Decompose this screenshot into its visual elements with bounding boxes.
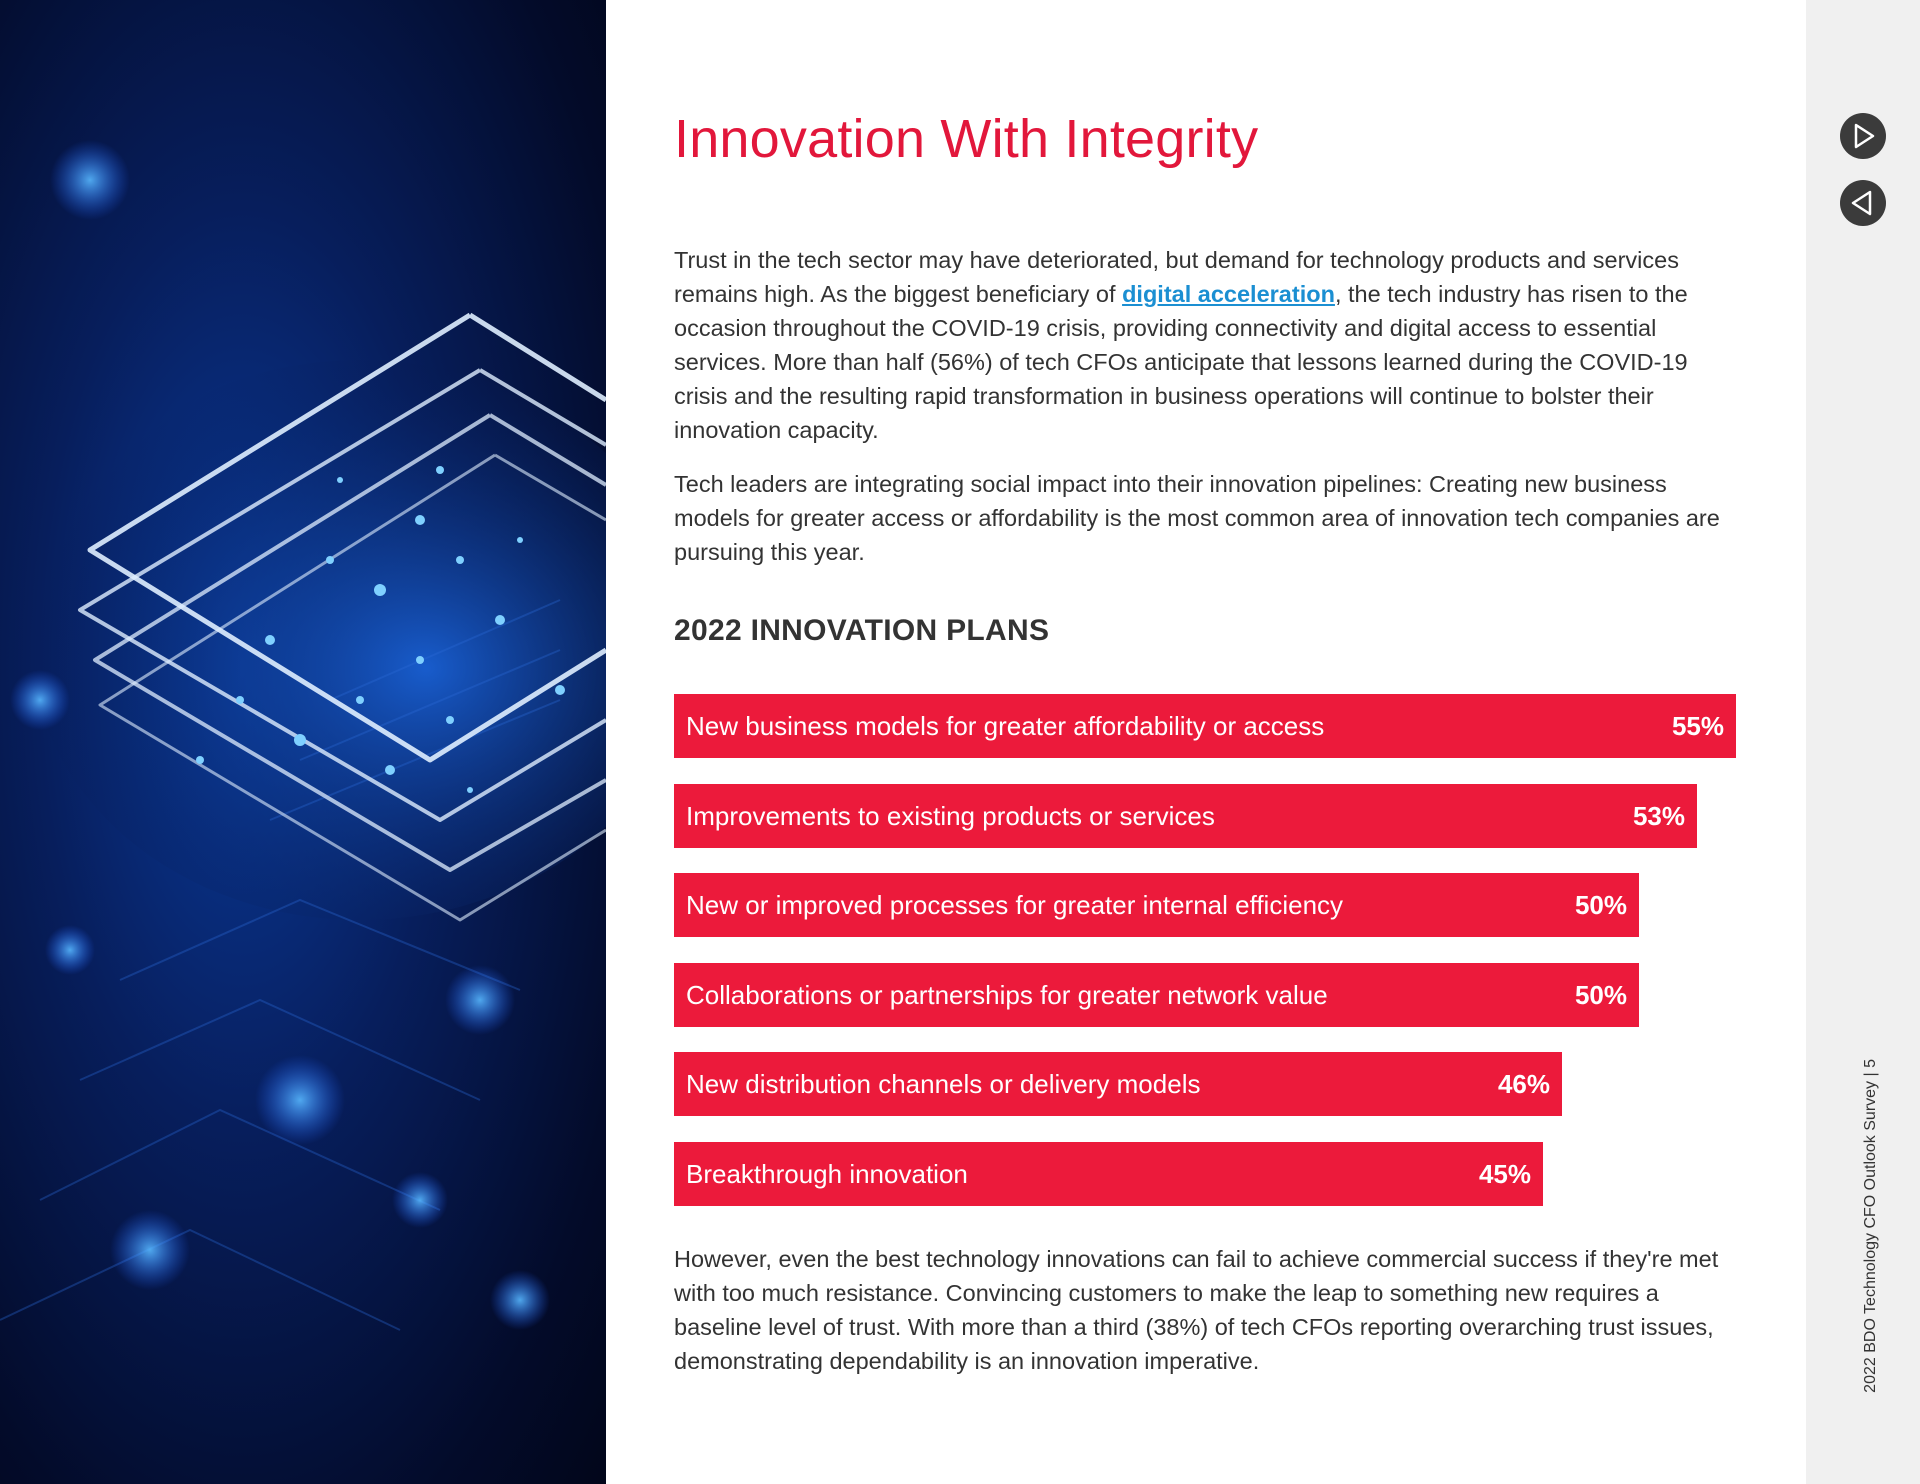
- intro-paragraph: [674, 243, 1744, 447]
- bar-value-label: 53%: [1632, 800, 1685, 831]
- intro-text-end: , the tech industry has risen to the occasion throughout the COVID-19 crisis, providing connectivity and digital access to essential services. More than half (56%) of tech CFOs anticipate that lessons learned during the COVID-19 crisis and the resulting rapid transformation in business operations will continue to bolster their innovation capacity.: [674, 281, 1688, 443]
- next-page-button[interactable]: [1840, 113, 1886, 159]
- footer-caption: 2022 BDO Technology CFO Outlook Survey | 5: [1862, 1059, 1879, 1393]
- social-impact-paragraph: Tech leaders are integrating social impact into their innovation pipelines: Creating new business models for greater access or affordability is the most common area of innovation tech companies are pursuing this year.: [674, 471, 1720, 565]
- circuit-chip-illustration: [0, 0, 606, 1484]
- bar-label: Breakthrough innovation: [686, 1158, 968, 1189]
- chart-title: 2022 INNOVATION PLANS: [674, 614, 1050, 647]
- bar-1: [674, 694, 1736, 758]
- page-title: Innovation With Integrity: [674, 109, 1259, 169]
- bar-value-label: 45%: [1478, 1158, 1531, 1189]
- previous-page-button[interactable]: [1840, 180, 1886, 226]
- bar-value-label: 50%: [1574, 979, 1627, 1010]
- intro-text-start: Trust in the tech sector may have deteriorated, but demand for technology products and services remains high. As the biggest beneficiary of: [674, 247, 1679, 307]
- bar-6: [674, 1142, 1543, 1206]
- bar-4: [674, 963, 1639, 1027]
- play-left-icon: [1840, 180, 1886, 226]
- bar-label: New distribution channels or delivery models: [686, 1068, 1201, 1099]
- innovation-plans-chart: [674, 694, 1744, 1214]
- bar-2: [674, 784, 1697, 848]
- closing-paragraph: However, even the best technology innovations can fail to achieve commercial success if they're met with too much resistance. Convincing customers to make the leap to something new requires a baseline level of trust. With more than a third (38%) of tech CFOs reporting overarching trust issues, demonstrating dependability is an innovation imperative.: [674, 1246, 1719, 1374]
- bar-label: Collaborations or partnerships for greater network value: [686, 979, 1328, 1010]
- play-right-icon: [1840, 113, 1886, 159]
- bar-3: [674, 873, 1639, 937]
- bar-value-label: 55%: [1671, 710, 1724, 741]
- bar-label: New or improved processes for greater internal efficiency: [686, 889, 1344, 920]
- digital-acceleration-link[interactable]: digital acceleration: [1122, 281, 1335, 307]
- bar-value-label: 46%: [1497, 1068, 1550, 1099]
- hero-image: [0, 0, 606, 1484]
- bar-label: Improvements to existing products or services: [686, 800, 1215, 831]
- bar-value-label: 50%: [1574, 889, 1627, 920]
- bar-label: New business models for greater affordability or access: [686, 710, 1325, 741]
- bar-5: [674, 1052, 1562, 1116]
